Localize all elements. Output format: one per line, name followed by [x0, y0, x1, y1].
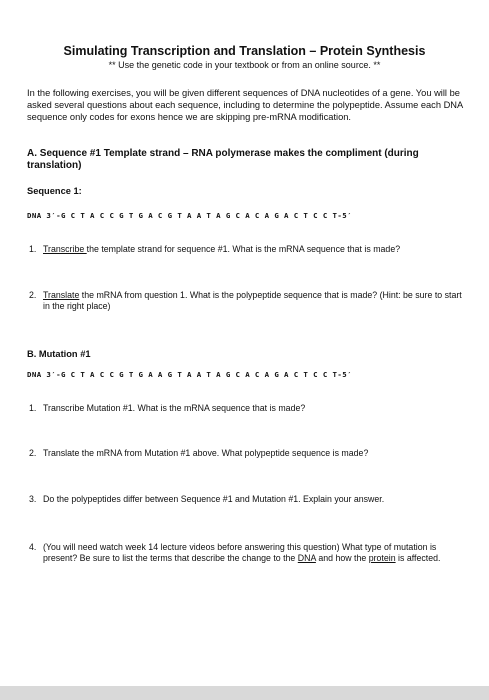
protein-underlined: protein [368, 553, 396, 563]
question-number: 1. [29, 244, 37, 254]
page-subtitle: ** Use the genetic code in your textbook or from an online source. ** [108, 60, 381, 70]
question-body: the template strand for sequence #1. What is the mRNA sequence that is made? [86, 244, 401, 254]
dna-underlined: DNA [297, 553, 316, 563]
question-number: 4. [29, 542, 37, 552]
question-text: Do the polypeptides differ between Sequence #1 and Mutation #1. Explain your answer. [43, 494, 385, 504]
section-b-heading: B. Mutation #1 [27, 349, 91, 359]
question-text [43, 542, 469, 564]
question-b4 [29, 542, 469, 564]
translate-underlined: Translate [43, 290, 80, 300]
question-b1 [29, 403, 469, 414]
transcribe-underlined: Transcribe [43, 244, 87, 254]
question-number: 1. [29, 403, 37, 413]
mutation-1-dna: DNA 3′-G C T A C C G T G A A G T A A T A G C A C A G A C T C C T-5′ [27, 370, 352, 379]
question-number: 2. [29, 448, 37, 458]
question-b3 [29, 494, 469, 505]
sequence-1-dna: DNA 3′-G C T A C C G T G A C G T A A T A G C A C A G A C T C C T-5′ [27, 211, 352, 220]
question-number: 2. [29, 290, 37, 300]
page-title: Simulating Transcription and Translation – Protein Synthesis [63, 44, 426, 58]
question-a2 [29, 290, 469, 312]
sequence-1-label: Sequence 1: [27, 186, 82, 196]
section-a-heading: A. Sequence #1 Template strand – RNA polymerase makes the compliment (during translation) [27, 148, 419, 171]
question-text [43, 244, 469, 255]
question-text: Transcribe Mutation #1. What is the mRNA sequence that is made? [43, 403, 306, 413]
question-b2 [29, 448, 469, 459]
question-number: 3. [29, 494, 37, 504]
question-body: and how the [315, 553, 369, 563]
question-body: is affected. [395, 553, 441, 563]
question-a1 [29, 244, 469, 255]
intro-paragraph: In the following exercises, you will be given different sequences of DNA nucleotides of a gene. You will be asked several questions about each sequence, including to determine the polypeptide. Assume each DNA sequence only codes for exons hence we are skipping pre-mRNA modification. [27, 88, 463, 122]
question-text [43, 290, 469, 312]
bottom-gray-bar [0, 686, 489, 700]
question-body: the mRNA from question 1. What is the polypeptide sequence that is made? (Hint: be sure to start in the right place) [43, 290, 462, 311]
question-text: Translate the mRNA from Mutation #1 above. What polypeptide sequence is made? [43, 448, 369, 458]
question-body: (You will need watch week 14 lecture videos before answering this question) What type of mutation is present? Be sure to list the terms that describe the change to the [43, 542, 437, 563]
